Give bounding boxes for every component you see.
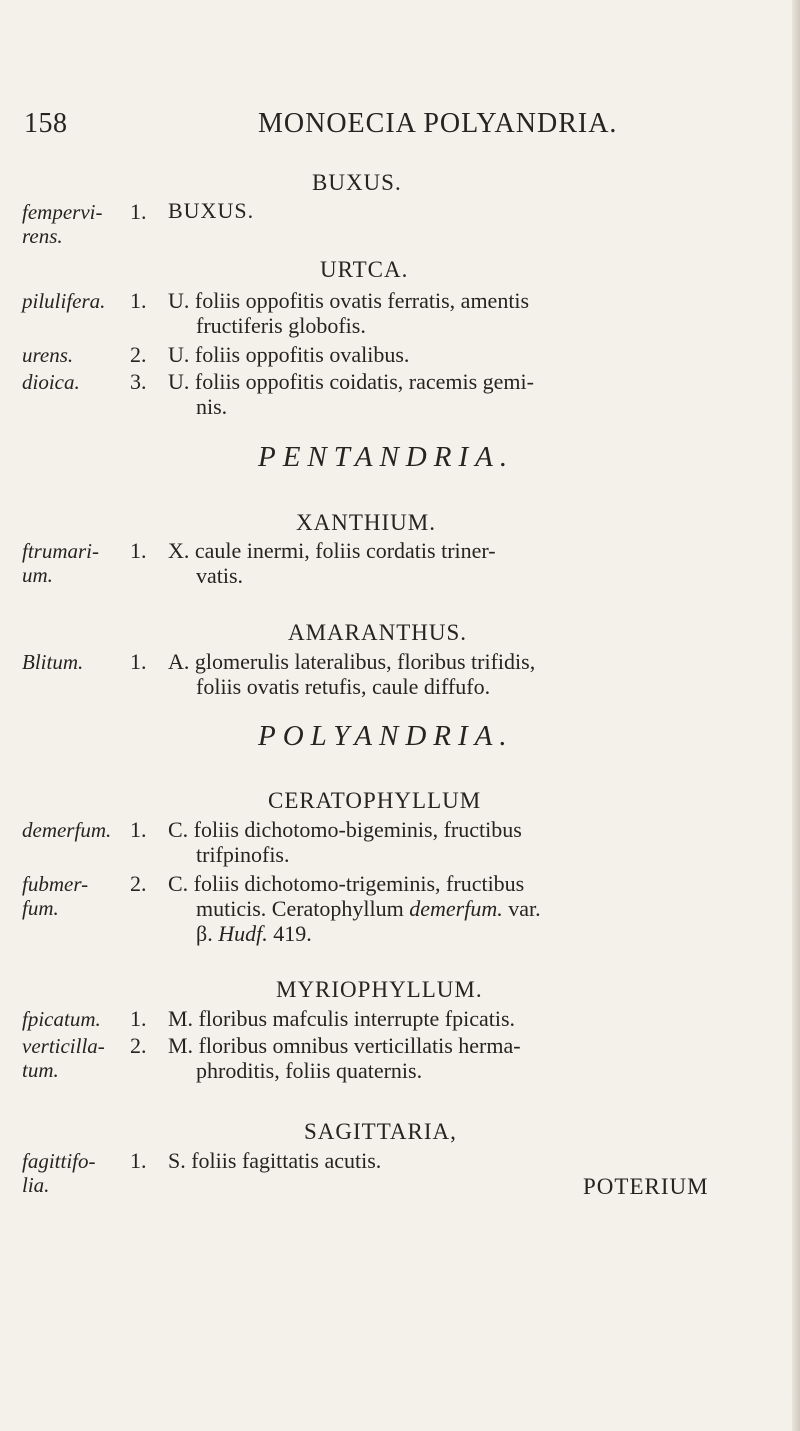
epithet-amaranthus-blitum: Blitum. xyxy=(22,650,84,674)
epithet-buxus: fempervi- rens. xyxy=(22,200,103,248)
epithet-myriophyllum-verticillatum: verticilla- tum. xyxy=(22,1034,105,1082)
entry-description-ceratophyllum-1: C. foliis dichotomo-bigeminis, fructibus trifpinofis. xyxy=(168,817,522,867)
entry-number: 1. xyxy=(130,538,147,563)
epithet-ceratophyllum-submersum: fubmer- fum. xyxy=(22,872,89,920)
running-title: MONOECIA POLYANDRIA. xyxy=(258,108,618,139)
epithet-sagittaria: fagittifo- lia. xyxy=(22,1149,96,1197)
entry-number: 1. xyxy=(130,1006,147,1031)
genus-heading-ceratophyllum: CERATOPHYLLUM xyxy=(268,788,482,813)
page-edge xyxy=(792,0,800,1431)
entry-number: 1. xyxy=(130,817,147,842)
entry-description-urtica-dioica: U. foliis oppofitis coidatis, racemis gemi- nis. xyxy=(168,369,534,419)
genus-heading-urtica: URTCA. xyxy=(320,257,409,282)
genus-heading-xanthium: XANTHIUM. xyxy=(296,510,436,535)
catchword: POTERIUM xyxy=(583,1174,709,1199)
entry-description-myriophyllum-2: M. floribus omnibus verticillatis herma- phroditis, foliis quaternis. xyxy=(168,1033,521,1083)
entry-description-urtica-urens: U. foliis oppofitis ovalibus. xyxy=(168,342,410,367)
entry-number: 2. xyxy=(130,871,147,896)
genus-heading-buxus: BUXUS. xyxy=(312,170,402,195)
genus-heading-sagittaria: SAGITTARIA, xyxy=(304,1119,457,1144)
epithet-urtica-dioica: dioica. xyxy=(22,370,80,394)
entry-number: 3. xyxy=(130,369,147,394)
entry-description-sagittaria: S. foliis fagittatis acutis. xyxy=(168,1148,382,1173)
epithet-ceratophyllum-demersum: demerfum. xyxy=(22,818,112,842)
epithet-xanthium: ftrumari- um. xyxy=(22,539,100,587)
section-heading-pentandria: PENTANDRIA. xyxy=(258,441,515,473)
epithet-urtica-urens: urens. xyxy=(22,343,74,367)
epithet-urtica-pilulifera: pilulifera. xyxy=(22,289,106,313)
entry-number: 2. xyxy=(130,1033,147,1058)
entry-description-xanthium: X. caule inermi, foliis cordatis triner- vatis. xyxy=(168,538,496,588)
section-heading-polyandria: POLYANDRIA. xyxy=(258,720,514,752)
entry-description-urtica-pilulifera: U. foliis oppofitis ovatis ferratis, amentis fructiferis globofis. xyxy=(168,288,530,338)
genus-heading-amaranthus: AMARANTHUS. xyxy=(288,620,468,645)
entry-number: 1. xyxy=(130,649,147,674)
entry-description-buxus: BUXUS. xyxy=(168,198,255,223)
entry-description-amaranthus: A. glomerulis lateralibus, floribus trifidis, foliis ovatis retufis, caule diffufo. xyxy=(168,649,536,699)
entry-description-myriophyllum-1: M. floribus mafculis interrupte fpicatis. xyxy=(168,1006,516,1031)
entry-number: 1. xyxy=(130,199,147,224)
page-number: 158 xyxy=(24,108,68,139)
entry-number: 1. xyxy=(130,1148,147,1173)
epithet-myriophyllum-spicatum: fpicatum. xyxy=(22,1007,101,1031)
entry-number: 1. xyxy=(130,288,147,313)
entry-description-ceratophyllum-2: C. foliis dichotomo-trigeminis, fructibus muticis. Ceratophyllum demerfum. var. β. Hudf. 419. xyxy=(168,871,541,946)
entry-number: 2. xyxy=(130,342,147,367)
genus-heading-myriophyllum: MYRIOPHYLLUM. xyxy=(276,977,483,1002)
